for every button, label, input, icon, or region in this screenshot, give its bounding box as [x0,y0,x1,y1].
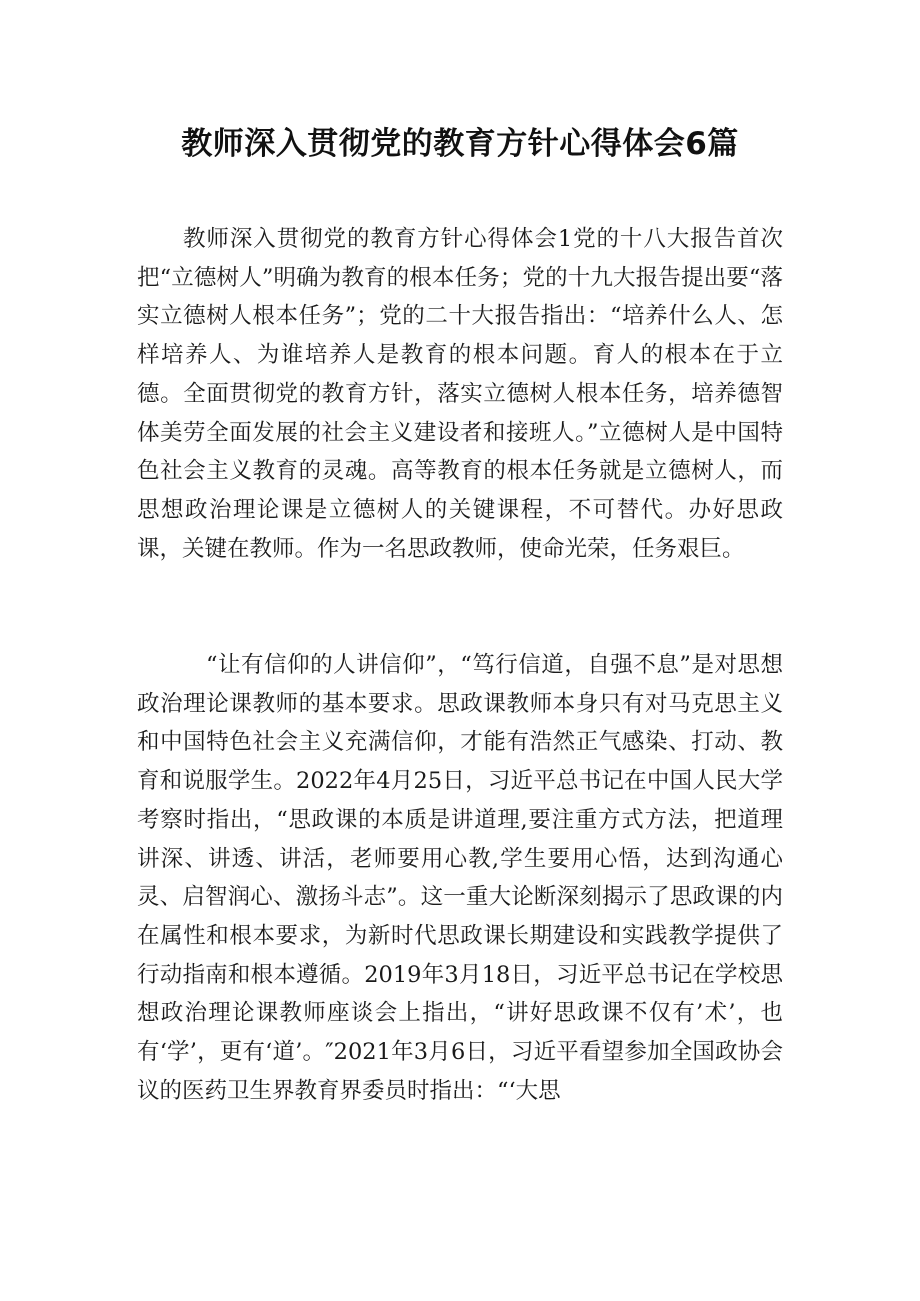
document-title: 教师深入贯彻党的教育方针心得体会6篇 [181,126,739,162]
paragraph-1: 教师深入贯彻党的教育方针心得体会1党的十八大报告首次把“立德树人”明确为教育的根本任务；党的十九大报告提出要“落实立德树人根本任务”；党的二十大报告指出：“培养什么人、怎样培养人、为谁培养人是教育的根本问题。育人的根本在于立德。全面贯彻党的教育方针，落实立德树人根本任务，培养德智体美劳全面发展的社会主义建设者和接班人。”立德树人是中国特色社会主义教育的灵魂。高等教育的根本任务就是立德树人，而思想政治理论课是立德树人的关键课程，不可替代。办好思政课，关键在教师。作为一名思政教师，使命光荣，任务艰巨。 [137,226,783,562]
paragraph-2: “让有信仰的人讲信仰”，“笃行信道，自强不息”是对思想政治理论课教师的基本要求。思政课教师本身只有对马克思主义和中国特色社会主义充满信仰，才能有浩然正气感染、打动、教育和说服学生。2022年4月25日，习近平总书记在中国人民大学考察时指出，“思政课的本质是讲道理,要注重方式方法，把道理讲深、讲透、讲活，老师要用心教,学生要用心悟，达到沟通心灵、启智润心、激扬斗志”。这一重大论断深刻揭示了思政课的内在属性和根本要求，为新时代思政课长期建设和实践教学提供了行动指南和根本遵循。2019年3月18日，习近平总书记在学校思想政治理论课教师座谈会上指出，“讲好思政课不仅有’术’，也有‘学’，更有‘道’。″2021年3月6日，习近平看望参加全国政协会议的医药卫生界教育界委员时指出：“‘大思 [137,652,783,1104]
